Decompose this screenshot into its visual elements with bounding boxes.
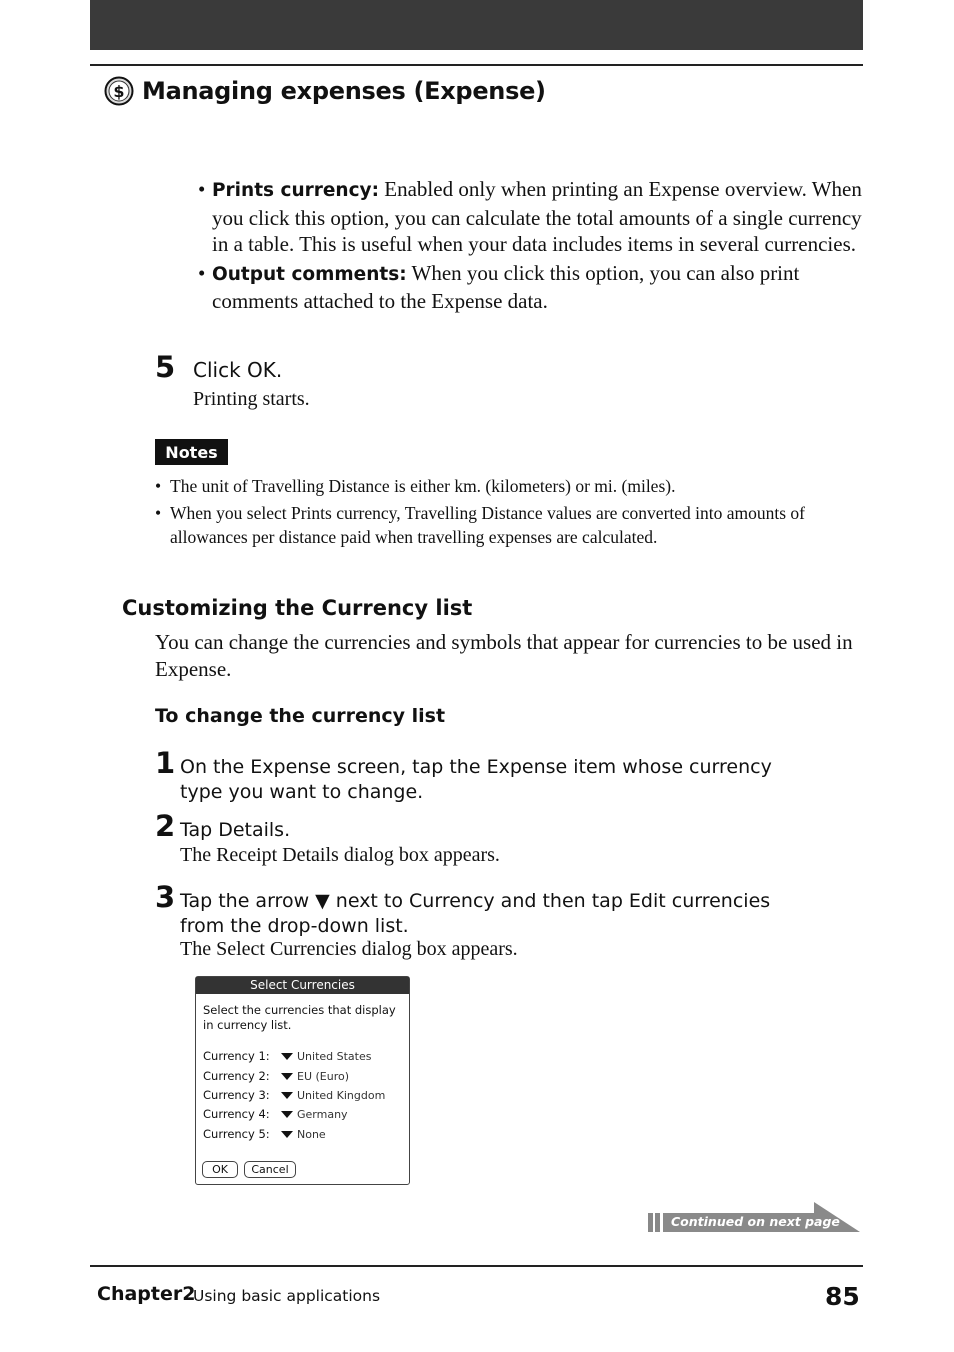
bullet-text: Enabled only when printing an Expense overview. When you click this option, you can calculate the total amounts of a single currency in a table. This is useful when your data includes items in several currencies. <box>212 177 862 256</box>
step-number: 2 <box>155 809 176 843</box>
subsection-title: To change the currency list <box>155 705 446 727</box>
page-number: 85 <box>825 1282 860 1311</box>
section-intro: You can change the currencies and symbols that appear for currencies to be used in Expense. <box>155 630 853 681</box>
dropdown-arrow-icon[interactable] <box>281 1131 293 1138</box>
currency-label: Currency 4: <box>203 1107 270 1121</box>
notes-list <box>155 474 855 552</box>
currency-label: Currency 5: <box>203 1127 270 1141</box>
step-3 <box>155 880 785 938</box>
footer-section: Using basic applications <box>193 1287 381 1305</box>
note-item: • When you select Prints currency, Travelling Distance values are converted into amounts of allowances per distance paid when travelling expenses are calculated. <box>155 503 806 547</box>
section-title: Customizing the Currency list <box>122 596 473 620</box>
continued-text: Continued on next page <box>671 1214 840 1229</box>
ok-button[interactable]: OK <box>202 1161 238 1178</box>
dropdown-arrow-icon[interactable] <box>281 1053 293 1060</box>
notes-badge: Notes <box>155 439 228 465</box>
note-item: • The unit of Travelling Distance is either km. (kilometers) or mi. (miles). <box>155 476 676 496</box>
top-bar <box>90 0 863 50</box>
dropdown-arrow-icon[interactable] <box>281 1092 293 1099</box>
currency-row-1[interactable] <box>203 1049 372 1063</box>
step-instruction: Tap the arrow ▼ next to Currency and then tap Edit currencies from the drop-down list. <box>180 890 771 937</box>
step-instruction: Click OK. <box>193 358 283 382</box>
page-header <box>104 76 546 106</box>
top-rule <box>90 64 863 66</box>
step-number: 3 <box>155 880 176 914</box>
currency-row-2[interactable] <box>203 1069 349 1083</box>
currency-label: Currency 2: <box>203 1069 270 1083</box>
step-instruction: Tap Details. <box>180 819 291 841</box>
step-result: The Select Currencies dialog box appears. <box>180 938 518 960</box>
step-5 <box>155 350 282 384</box>
step-result: Printing starts. <box>193 388 310 410</box>
dialog-title: Select Currencies <box>196 977 409 994</box>
bullet-output-comments: • Output comments: When you click this option, you can also print comments attached to the Expense data. <box>198 260 800 313</box>
step-1 <box>155 746 775 804</box>
dialog-description: Select the currencies that display in currency list. <box>203 1003 396 1032</box>
select-currencies-dialog <box>195 976 410 1185</box>
currency-label: Currency 3: <box>203 1088 270 1102</box>
page-title: Managing expenses (Expense) <box>142 77 546 105</box>
dropdown-arrow-icon[interactable] <box>281 1111 293 1118</box>
bottom-rule <box>90 1265 863 1267</box>
step-number: 5 <box>155 350 176 384</box>
currency-label: Currency 1: <box>203 1049 270 1063</box>
currency-row-3[interactable] <box>203 1088 385 1102</box>
expense-app-icon <box>104 76 134 106</box>
svg-text:$: $ <box>113 82 125 101</box>
bullet-term: Output comments: <box>212 263 407 285</box>
option-list <box>198 176 863 317</box>
currency-row-5[interactable] <box>203 1127 326 1141</box>
currency-value[interactable]: None <box>297 1127 326 1141</box>
step-2 <box>155 809 775 843</box>
bullet-prints-currency: • Prints currency: Enabled only when printing an Expense overview. When you click this option, you can calculate the total amounts of a single currency in a table. This is useful when your data includes items in several currencies. <box>198 177 862 256</box>
currency-value[interactable]: United Kingdom <box>297 1088 386 1102</box>
currency-value[interactable]: United States <box>297 1049 372 1063</box>
step-result: The Receipt Details dialog box appears. <box>180 844 500 866</box>
step-instruction: On the Expense screen, tap the Expense item whose currency type you want to change. <box>180 756 772 803</box>
bullet-term: Prints currency: <box>212 180 380 201</box>
currency-value[interactable]: Germany <box>297 1107 348 1121</box>
cancel-button[interactable]: Cancel <box>244 1161 296 1178</box>
currency-value[interactable]: EU (Euro) <box>297 1069 350 1083</box>
footer-chapter: Chapter2 <box>97 1283 196 1305</box>
step-number: 1 <box>155 746 176 780</box>
currency-row-4[interactable] <box>203 1107 348 1121</box>
dropdown-arrow-icon[interactable] <box>281 1073 293 1080</box>
bullet-text: When you click this option, you can also print comments attached to the Expense data. <box>212 260 800 313</box>
